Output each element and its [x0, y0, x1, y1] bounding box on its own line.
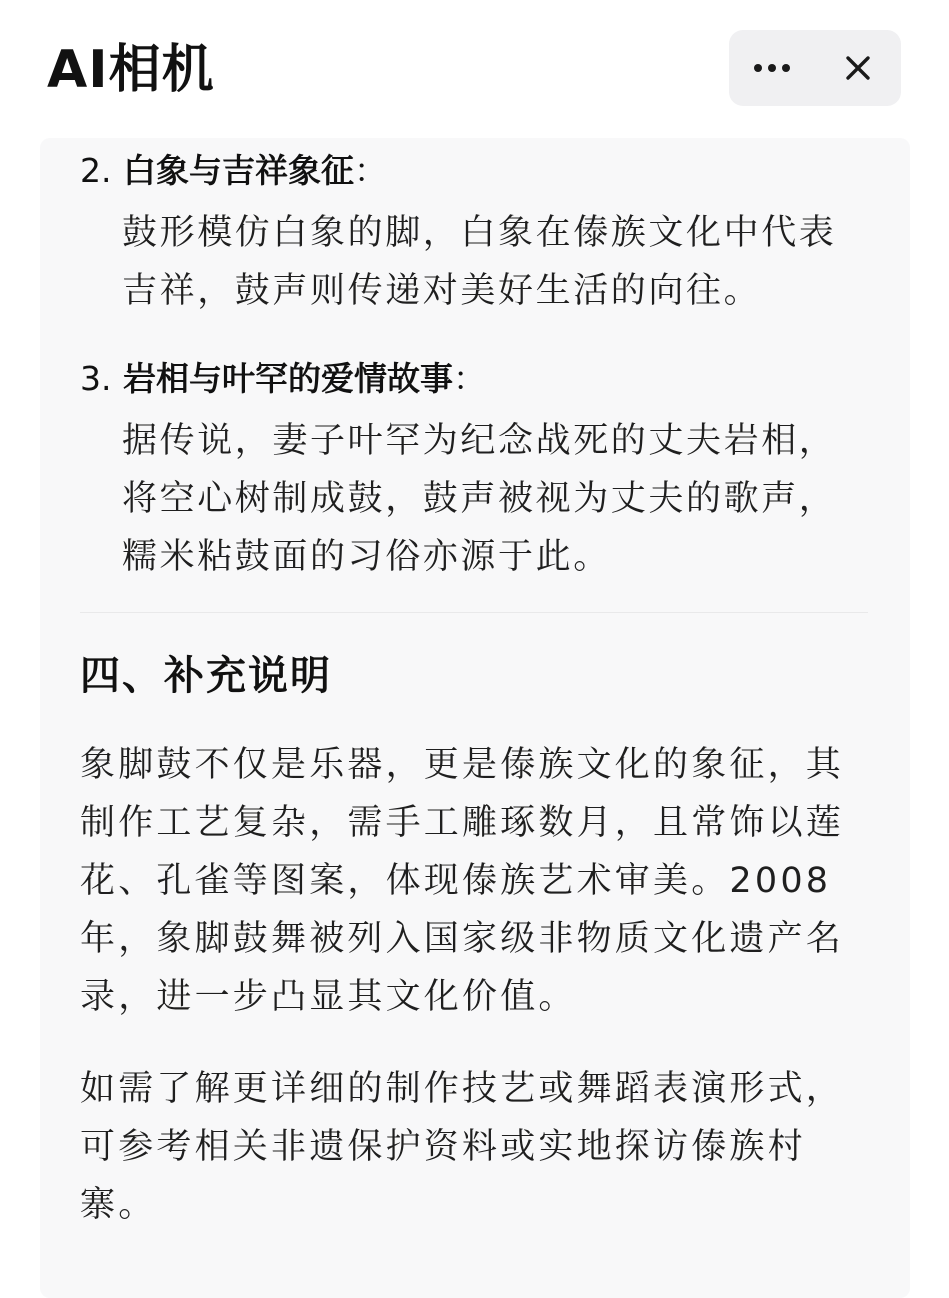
list-item-title: 3. 岩相与叶罕的爱情故事： [80, 359, 486, 398]
close-button[interactable] [823, 38, 893, 98]
paragraph-supplement: 象脚鼓不仅是乐器，更是傣族文化的象征，其制作工艺复杂，需手工雕琢数月，且常饰以莲花、孔雀等图案，体现傣族艺术审美。2008年，象脚鼓舞被列入国家级非物质文化遗产名录，进一步凸显其文化价值。 [80, 745, 845, 1017]
more-button[interactable] [737, 38, 807, 98]
paragraph-further-info: 如需了解更详细的制作技艺或舞蹈表演形式，可参考相关非遗保护资料或实地探访傣族村寨。 [80, 1069, 845, 1225]
list-item-title: 2. 白象与吉祥象征： [80, 151, 387, 190]
section-heading: 四、补充说明 [80, 653, 332, 699]
app-title: AI相机 [47, 40, 215, 100]
mini-program-capsule [729, 30, 901, 106]
list-item-body: 鼓形模仿白象的脚，白象在傣族文化中代表吉祥，鼓声则传递对美好生活的向往。 [122, 213, 837, 311]
list-item-body: 据传说，妻子叶罕为纪念战死的丈夫岩相，将空心树制成鼓，鼓声被视为丈夫的歌声，糯米粘鼓面的习俗亦源于此。 [122, 421, 837, 577]
section-divider [80, 612, 868, 613]
close-icon [845, 55, 871, 81]
list-item-white-elephant [80, 150, 880, 320]
list-item-love-story [80, 358, 880, 586]
more-dots-icon [754, 64, 790, 72]
